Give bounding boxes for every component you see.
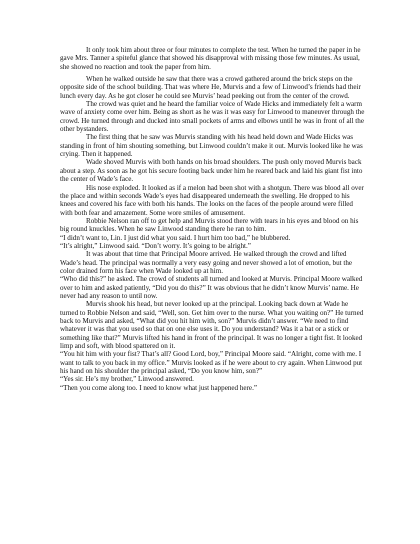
paragraph-11: “Who did this?” he asked. The crowd of students all turned and looked at Murvis. Principal Moore walked over to him and asked patiently, “Did you do this?” It was obvious that he didn’t know Murvis’ name. He never had any reason to until now. <box>60 275 363 300</box>
paragraph-2: When he walked outside he saw that there was a crowd gathered around the brick steps on the opposite side of the school building. That was where He, Murvis and a few of Linwood’s friends had their lunch every day. As he got closer he could see Murvis’ head peeking out from the center of the crowd. <box>60 75 361 100</box>
document-page <box>60 46 366 392</box>
paragraph-3: The crowd was quiet and he heard the familiar voice of Wade Hicks and immediately felt a warm wave of anxiety come over him. Being as short as he was it was easy for Linwood to maneuver through the crowd. He turned through and ducked into small pockets of arms and elbows until he was in front of all the other bystanders. <box>60 100 365 134</box>
paragraph-13: “You hit him with your fist? That’s all? Good Lord, boy,” Principal Moore said. “Alright, come with me. I want to talk to you back in my office.” Murvis looked as if he were about to cry again. When Linwood put his hand on his shoulder the principal asked, “Do you know him, son?” <box>60 350 363 376</box>
paragraph-5: Wade shoved Murvis with both hands on his broad shoulders. The push only moved Murvis back about a step. As soon as he got his secure footing back under him he reared back and laid his giant fist into the center of Wade’s face. <box>60 158 363 184</box>
paragraph-14: “Yes sir. He’s my brother,” Linwood answered. <box>60 375 194 384</box>
paragraph-1: It only took him about three or four minutes to complete the test. When he turned the paper in he gave Mrs. Tanner a spiteful glance that showed his disapproval with missing those few minutes. As usual, she showed no reaction and took the paper from him. <box>60 46 361 71</box>
paragraph-6: His nose exploded. It looked as if a melon had been shot with a shotgun. There was blood all over the place and within seconds Wade’s eyes had disappeared underneath the swelling. He dropped to his knees and covered his face with both his hands. The looks on the faces of the people around were filled with both fear and amazement. Some wore smiles of amusement. <box>60 183 364 217</box>
paragraph-15: “Then you come along too. I need to know what just happened here.” <box>60 383 257 392</box>
paragraph-8: “I didn’t want to, Lin. I just did what you said. I hurt him too bad,” he blubbered. <box>60 233 291 242</box>
paragraph-9: “It’s alright,” Linwood said. “Don’t worry. It’s going to be alright.” <box>60 241 251 250</box>
paragraph-7: Robbie Nelson ran off to get help and Murvis stood there with tears in his eyes and blood on his big round knuckles. When he saw Linwood standing there he ran to him. <box>60 216 359 234</box>
paragraph-12: Murvis shook his head, but never looked up at the principal. Looking back down at Wade he turned to Robbie Nelson and said, “Well, son. Get him over to the nurse. What you waiting on?” He turned back to Murvis and asked, “What did you hit him with, son?” Murvis didn’t answer. “We need to find whatever it was that you used so that on one else uses it. Do you understand? Was it a bat or a stick or something like that?” Murvis lifted his hand in front of the principal. It was no longer a tight fist. It looked limp and soft, with blood spattered on it. <box>60 300 364 351</box>
paragraph-10: It was about that time that Principal Moore arrived. He walked through the crowd and lifted Wade’s head. The principal was normally a very easy going and never showed a lot of emotion, but the color drained form his face when Wade looked up at him. <box>60 250 353 275</box>
paragraph-4: The first thing that he saw was Murvis standing with his head held down and Wade Hicks was standing in front of him shouting something, but Linwood couldn’t make it out. Murvis looked like he was crying. Then it happened. <box>60 133 363 159</box>
